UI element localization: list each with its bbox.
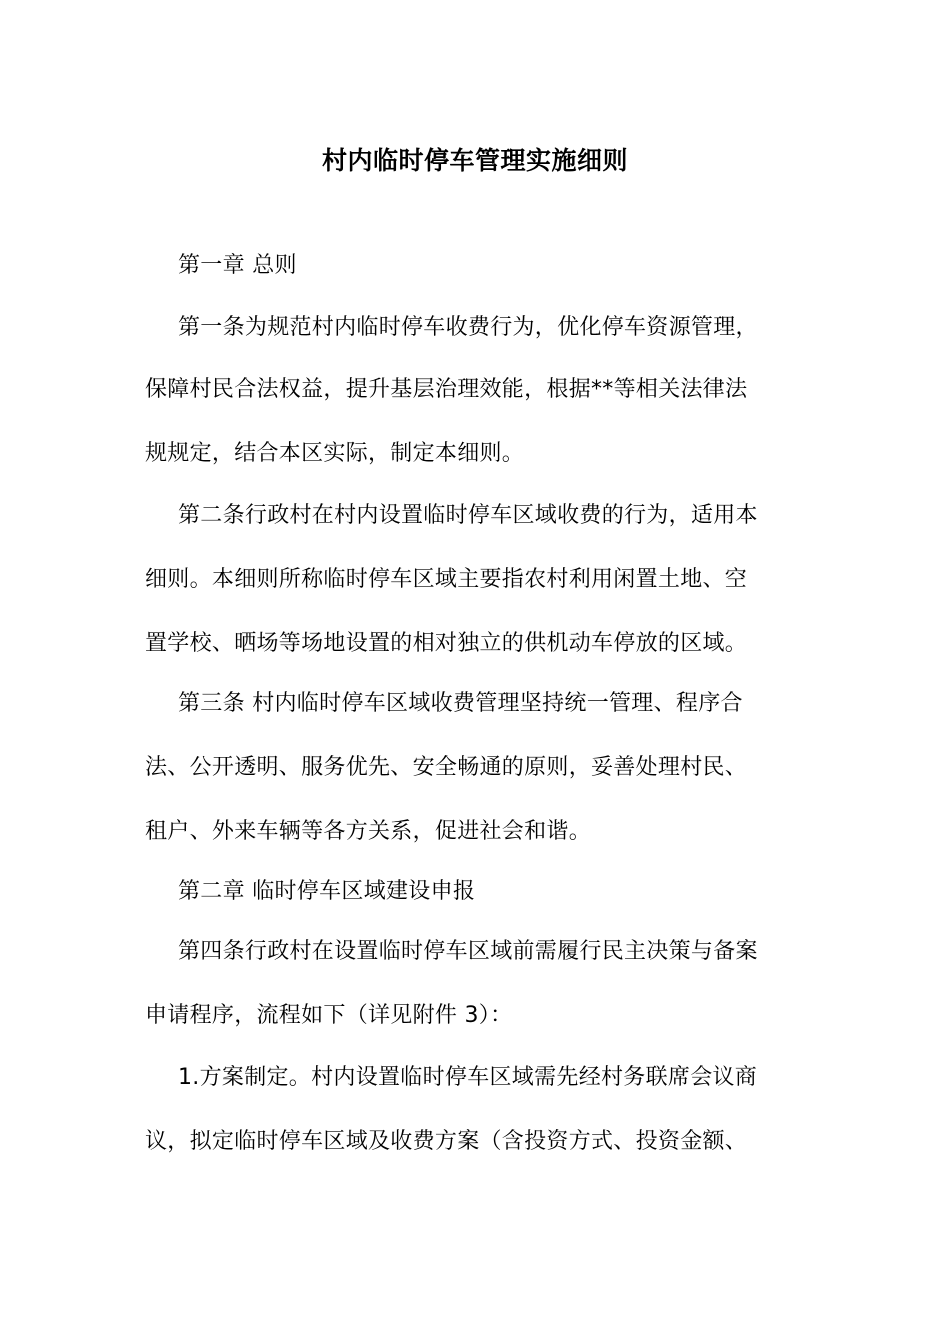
chapter-heading: 第二章 临时停车区域建设申报: [178, 879, 476, 904]
paragraph-line: 保障村民合法权益，提升基层治理效能，根据**等相关法律法: [145, 377, 748, 402]
paragraph-line: 细则。本细则所称临时停车区域主要指农村利用闲置土地、空: [145, 567, 748, 592]
paragraph-line: 租户、外来车辆等各方关系，促进社会和谐。: [145, 819, 592, 844]
paragraph-line: 规规定，结合本区实际，制定本细则。: [145, 441, 525, 466]
document-title: 村内临时停车管理实施细则: [321, 146, 628, 175]
paragraph-line: 议，拟定临时停车区域及收费方案（含投资方式、投资金额、: [145, 1129, 748, 1154]
paragraph-line: 第三条 村内临时停车区域收费管理坚持统一管理、程序合: [178, 691, 743, 716]
chapter-heading: 第一章 总则: [178, 253, 297, 278]
paragraph-line: 第一条为规范村内临时停车收费行为，优化停车资源管理，: [178, 315, 758, 340]
paragraph-line: 申请程序，流程如下（详见附件 3）：: [145, 1003, 513, 1028]
paragraph-line: 第四条行政村在设置临时停车区域前需履行民主决策与备案: [178, 939, 758, 964]
paragraph-line: 法、公开透明、服务优先、安全畅通的原则，妥善处理村民、: [145, 755, 748, 780]
paragraph-line: 置学校、晒场等场地设置的相对独立的供机动车停放的区域。: [145, 631, 748, 656]
paragraph-line: 第二条行政村在村内设置临时停车区域收费的行为，适用本: [178, 503, 758, 528]
paragraph-line: 1.方案制定。村内设置临时停车区域需先经村务联席会议商: [178, 1065, 758, 1090]
